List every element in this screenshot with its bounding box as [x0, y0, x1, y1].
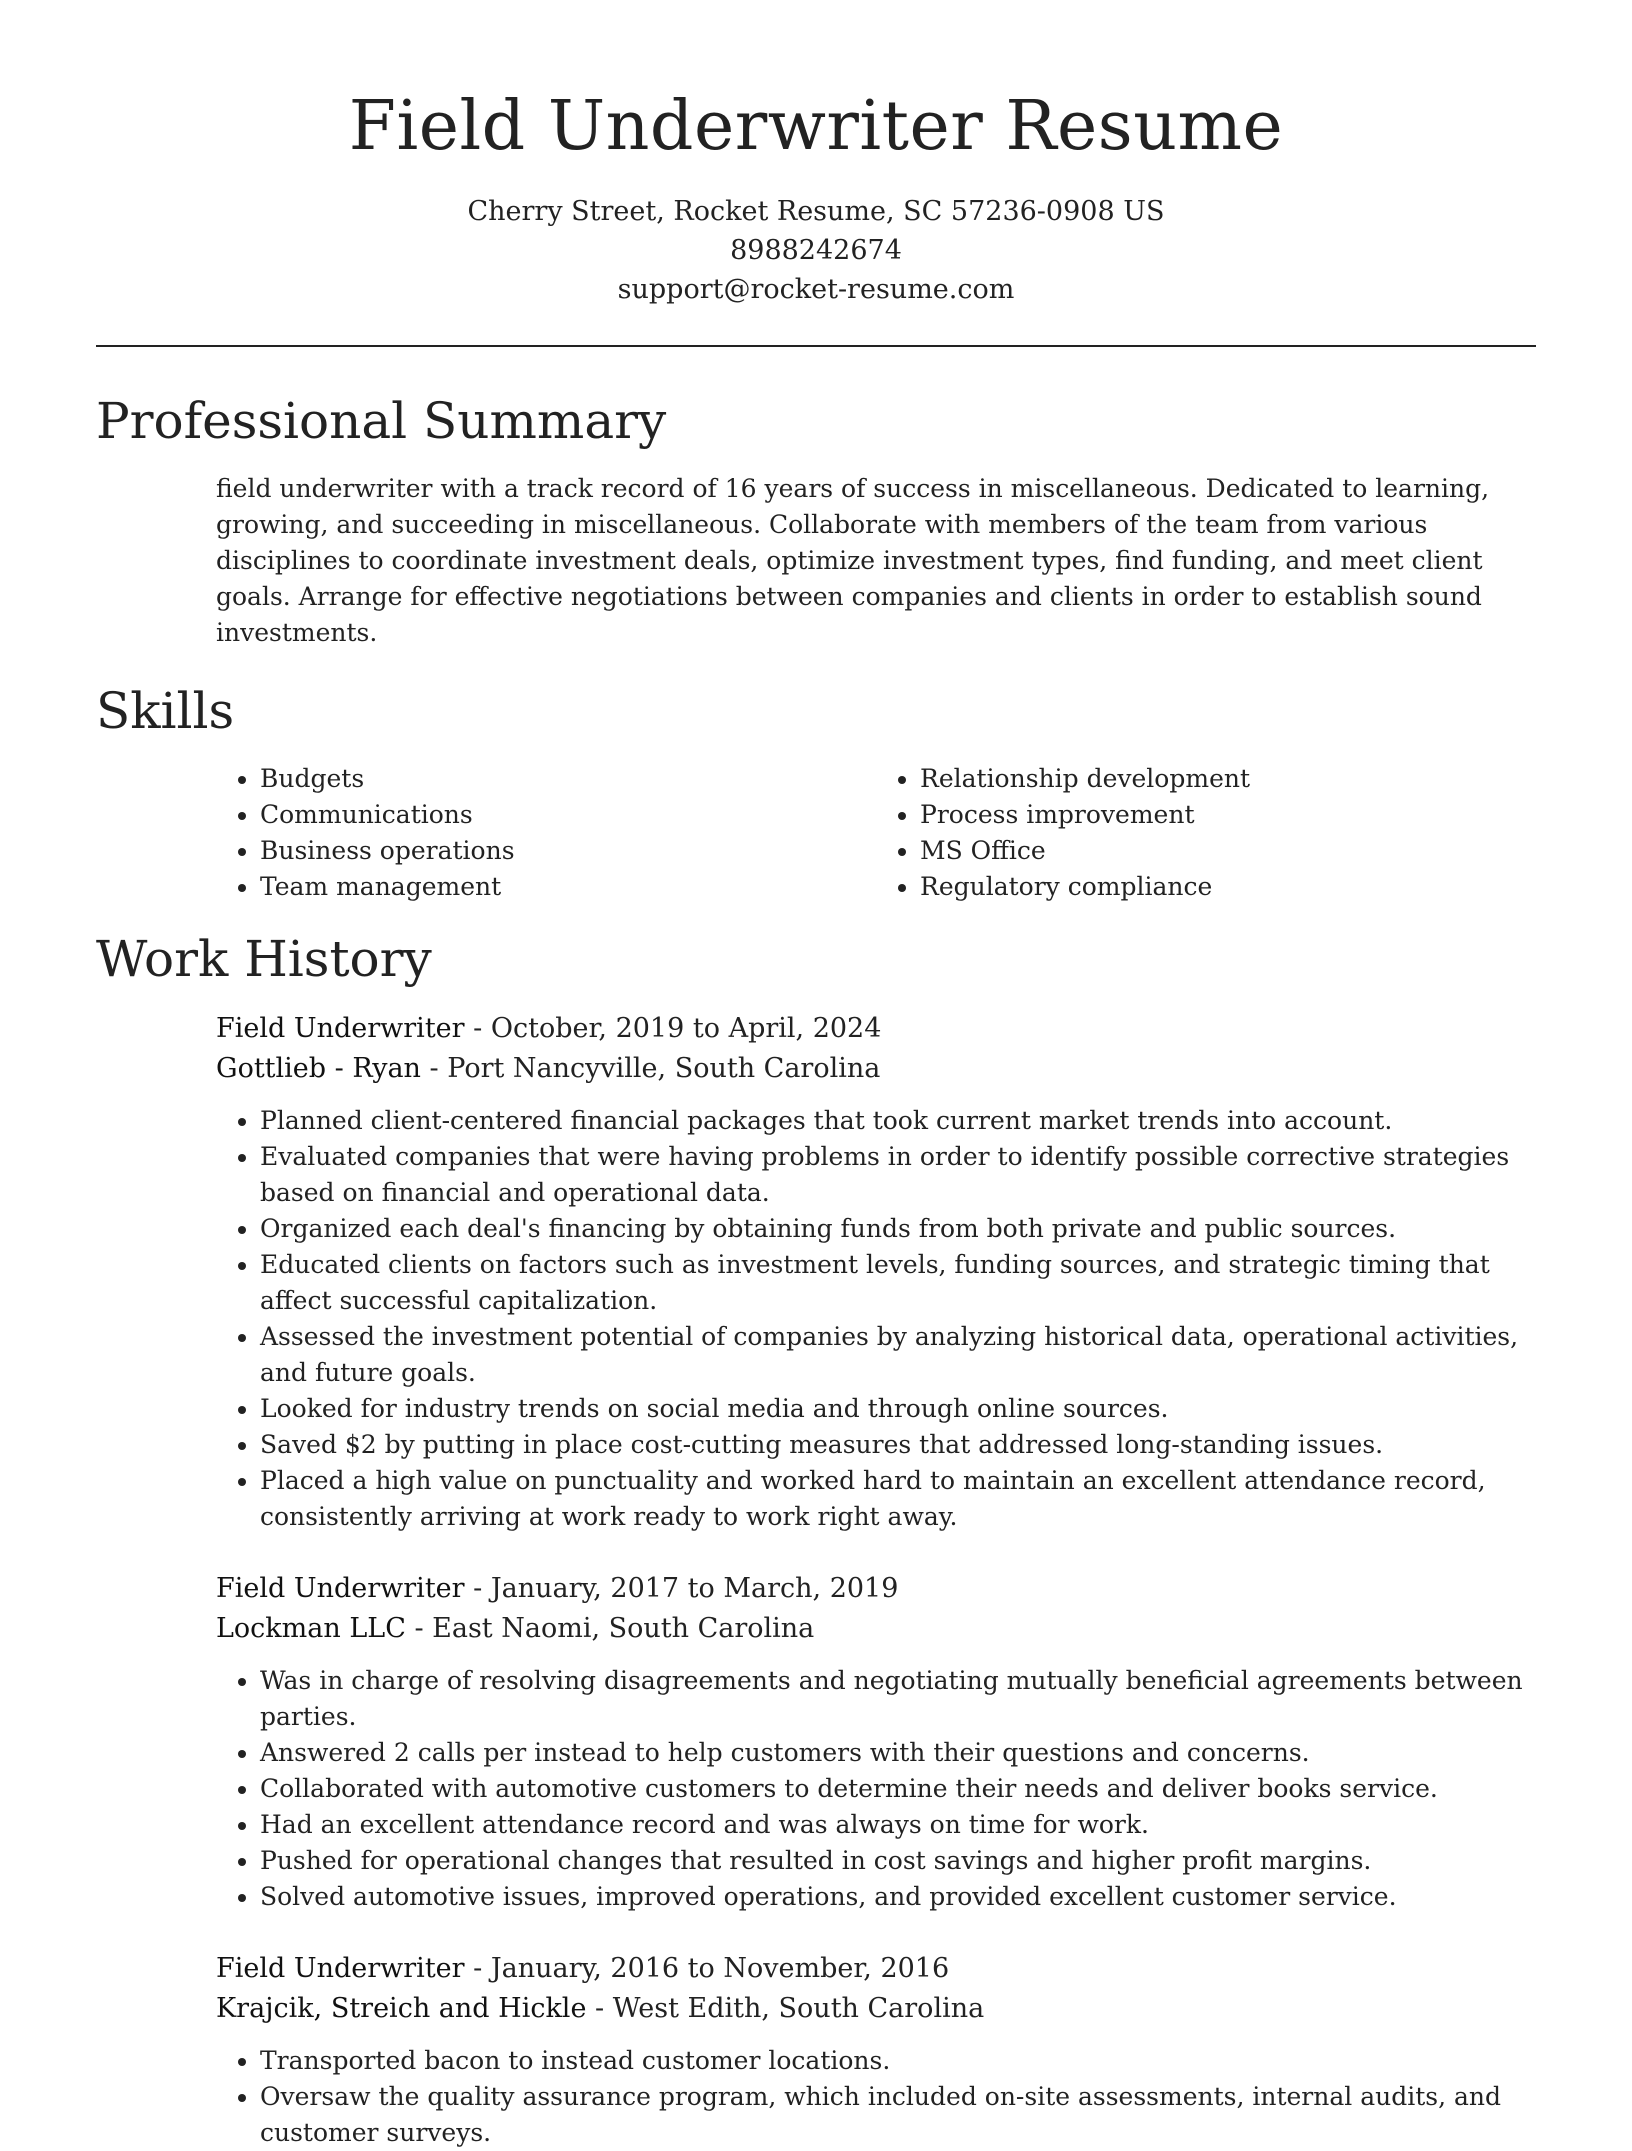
- skill-item: • Budgets: [260, 761, 876, 797]
- page-title: Field Underwriter Resume: [348, 87, 1284, 166]
- job-dates: - January, 2017 to March, 2019: [464, 1573, 899, 1604]
- job-title: Field Underwriter: [216, 1953, 465, 1984]
- skills-heading: Skills: [96, 682, 235, 740]
- skill-item: • Business operations: [260, 833, 876, 869]
- skill-item: • Process improvement: [920, 797, 1536, 833]
- job-bullet: • Looked for industry trends on social media and through online sources.: [260, 1391, 1536, 1427]
- skills-column-left: [216, 761, 876, 905]
- skills-column-right: [876, 761, 1536, 905]
- address-text: Cherry Street, Rocket Resume, SC 57236-0908 US: [467, 196, 1165, 227]
- skill-item: • Team management: [260, 869, 876, 905]
- job-location: - West Edith, South Carolina: [586, 1993, 985, 2024]
- job-company-line: [216, 1049, 1536, 1089]
- job-bullet: • Transported bacon to instead customer locations.: [260, 2043, 1536, 2079]
- job-bullet: • Assessed the investment potential of companies by analyzing historical data, operational activities, and future goals.: [260, 1319, 1536, 1391]
- email-text: support@rocket-resume.com: [617, 274, 1015, 305]
- job-bullet: • Saved $2 by putting in place cost-cutting measures that addressed long-standing issues.: [260, 1427, 1536, 1463]
- job-bullet: • Had an excellent attendance record and was always on time for work.: [260, 1807, 1536, 1843]
- job-bullet: • Organized each deal's financing by obtaining funds from both private and public sources.: [260, 1211, 1536, 1247]
- job-bullets: [216, 2043, 1536, 2151]
- job-company: Krajcik, Streich and Hickle: [216, 1993, 587, 2024]
- skill-item: • MS Office: [920, 833, 1536, 869]
- job-bullet: • Oversaw the quality assurance program, which included on-site assessments, internal audits, and customer surveys.: [260, 2079, 1536, 2151]
- job-bullet: • Pushed for operational changes that resulted in cost savings and higher profit margins.: [260, 1843, 1536, 1879]
- job-title: Field Underwriter: [216, 1013, 465, 1044]
- job-entry: [216, 1949, 1536, 2151]
- job-bullet: • Evaluated companies that were having problems in order to identify possible corrective strategies based on financial and operational data.: [260, 1139, 1536, 1211]
- job-company-line: [216, 1609, 1536, 1649]
- job-title: Field Underwriter: [216, 1573, 465, 1604]
- job-title-line: [216, 1009, 1536, 1049]
- job-bullet: • Planned client-centered financial packages that took current market trends into account.: [260, 1103, 1536, 1139]
- job-dates: - January, 2016 to November, 2016: [464, 1953, 950, 1984]
- job-company-line: [216, 1989, 1536, 2029]
- job-location: - East Naomi, South Carolina: [405, 1613, 815, 1644]
- job-entry: [216, 1009, 1536, 1535]
- phone-text: 8988242674: [730, 235, 902, 266]
- job-bullet: • Answered 2 calls per instead to help customers with their questions and concerns.: [260, 1735, 1536, 1771]
- skill-item: • Relationship development: [920, 761, 1536, 797]
- skill-item: • Regulatory compliance: [920, 869, 1536, 905]
- job-bullet: • Solved automotive issues, improved operations, and provided excellent customer service.: [260, 1879, 1536, 1915]
- job-bullet: • Collaborated with automotive customers to determine their needs and deliver books service.: [260, 1771, 1536, 1807]
- job-title-line: [216, 1569, 1536, 1609]
- job-bullet: • Educated clients on factors such as investment levels, funding sources, and strategic timing that affect successful capitalization.: [260, 1247, 1536, 1319]
- summary-heading: Professional Summary: [96, 392, 667, 450]
- skill-item: • Communications: [260, 797, 876, 833]
- job-bullet: • Placed a high value on punctuality and worked hard to maintain an excellent attendance record, consistently arriving at work ready to work right away.: [260, 1463, 1536, 1535]
- skills-list: [216, 761, 1536, 905]
- contact-block: [96, 192, 1536, 309]
- work-history-heading: Work History: [96, 930, 432, 988]
- resume-page: [96, 0, 1536, 2151]
- job-bullet: • Was in charge of resolving disagreements and negotiating mutually beneficial agreements between parties.: [260, 1663, 1536, 1735]
- job-dates: - October, 2019 to April, 2024: [464, 1013, 882, 1044]
- job-bullets: [216, 1663, 1536, 1915]
- job-title-line: [216, 1949, 1536, 1989]
- job-company: Gottlieb - Ryan: [216, 1053, 421, 1084]
- summary-text: field underwriter with a track record of 16 years of success in miscellaneous. Dedicated to learning, growing, and succeeding in miscellaneous. Collaborate with members of the team from various disciplines to coordinate investment deals, optimize investment types, find funding, and meet client goals. Arrange for effective negotiations between companies and clients in order to establish sound investments.: [216, 474, 1490, 647]
- job-entry: [216, 1569, 1536, 1915]
- header-divider: [96, 345, 1536, 347]
- job-company: Lockman LLC: [216, 1613, 406, 1644]
- job-location: - Port Nancyville, South Carolina: [420, 1053, 881, 1084]
- job-bullets: [216, 1103, 1536, 1535]
